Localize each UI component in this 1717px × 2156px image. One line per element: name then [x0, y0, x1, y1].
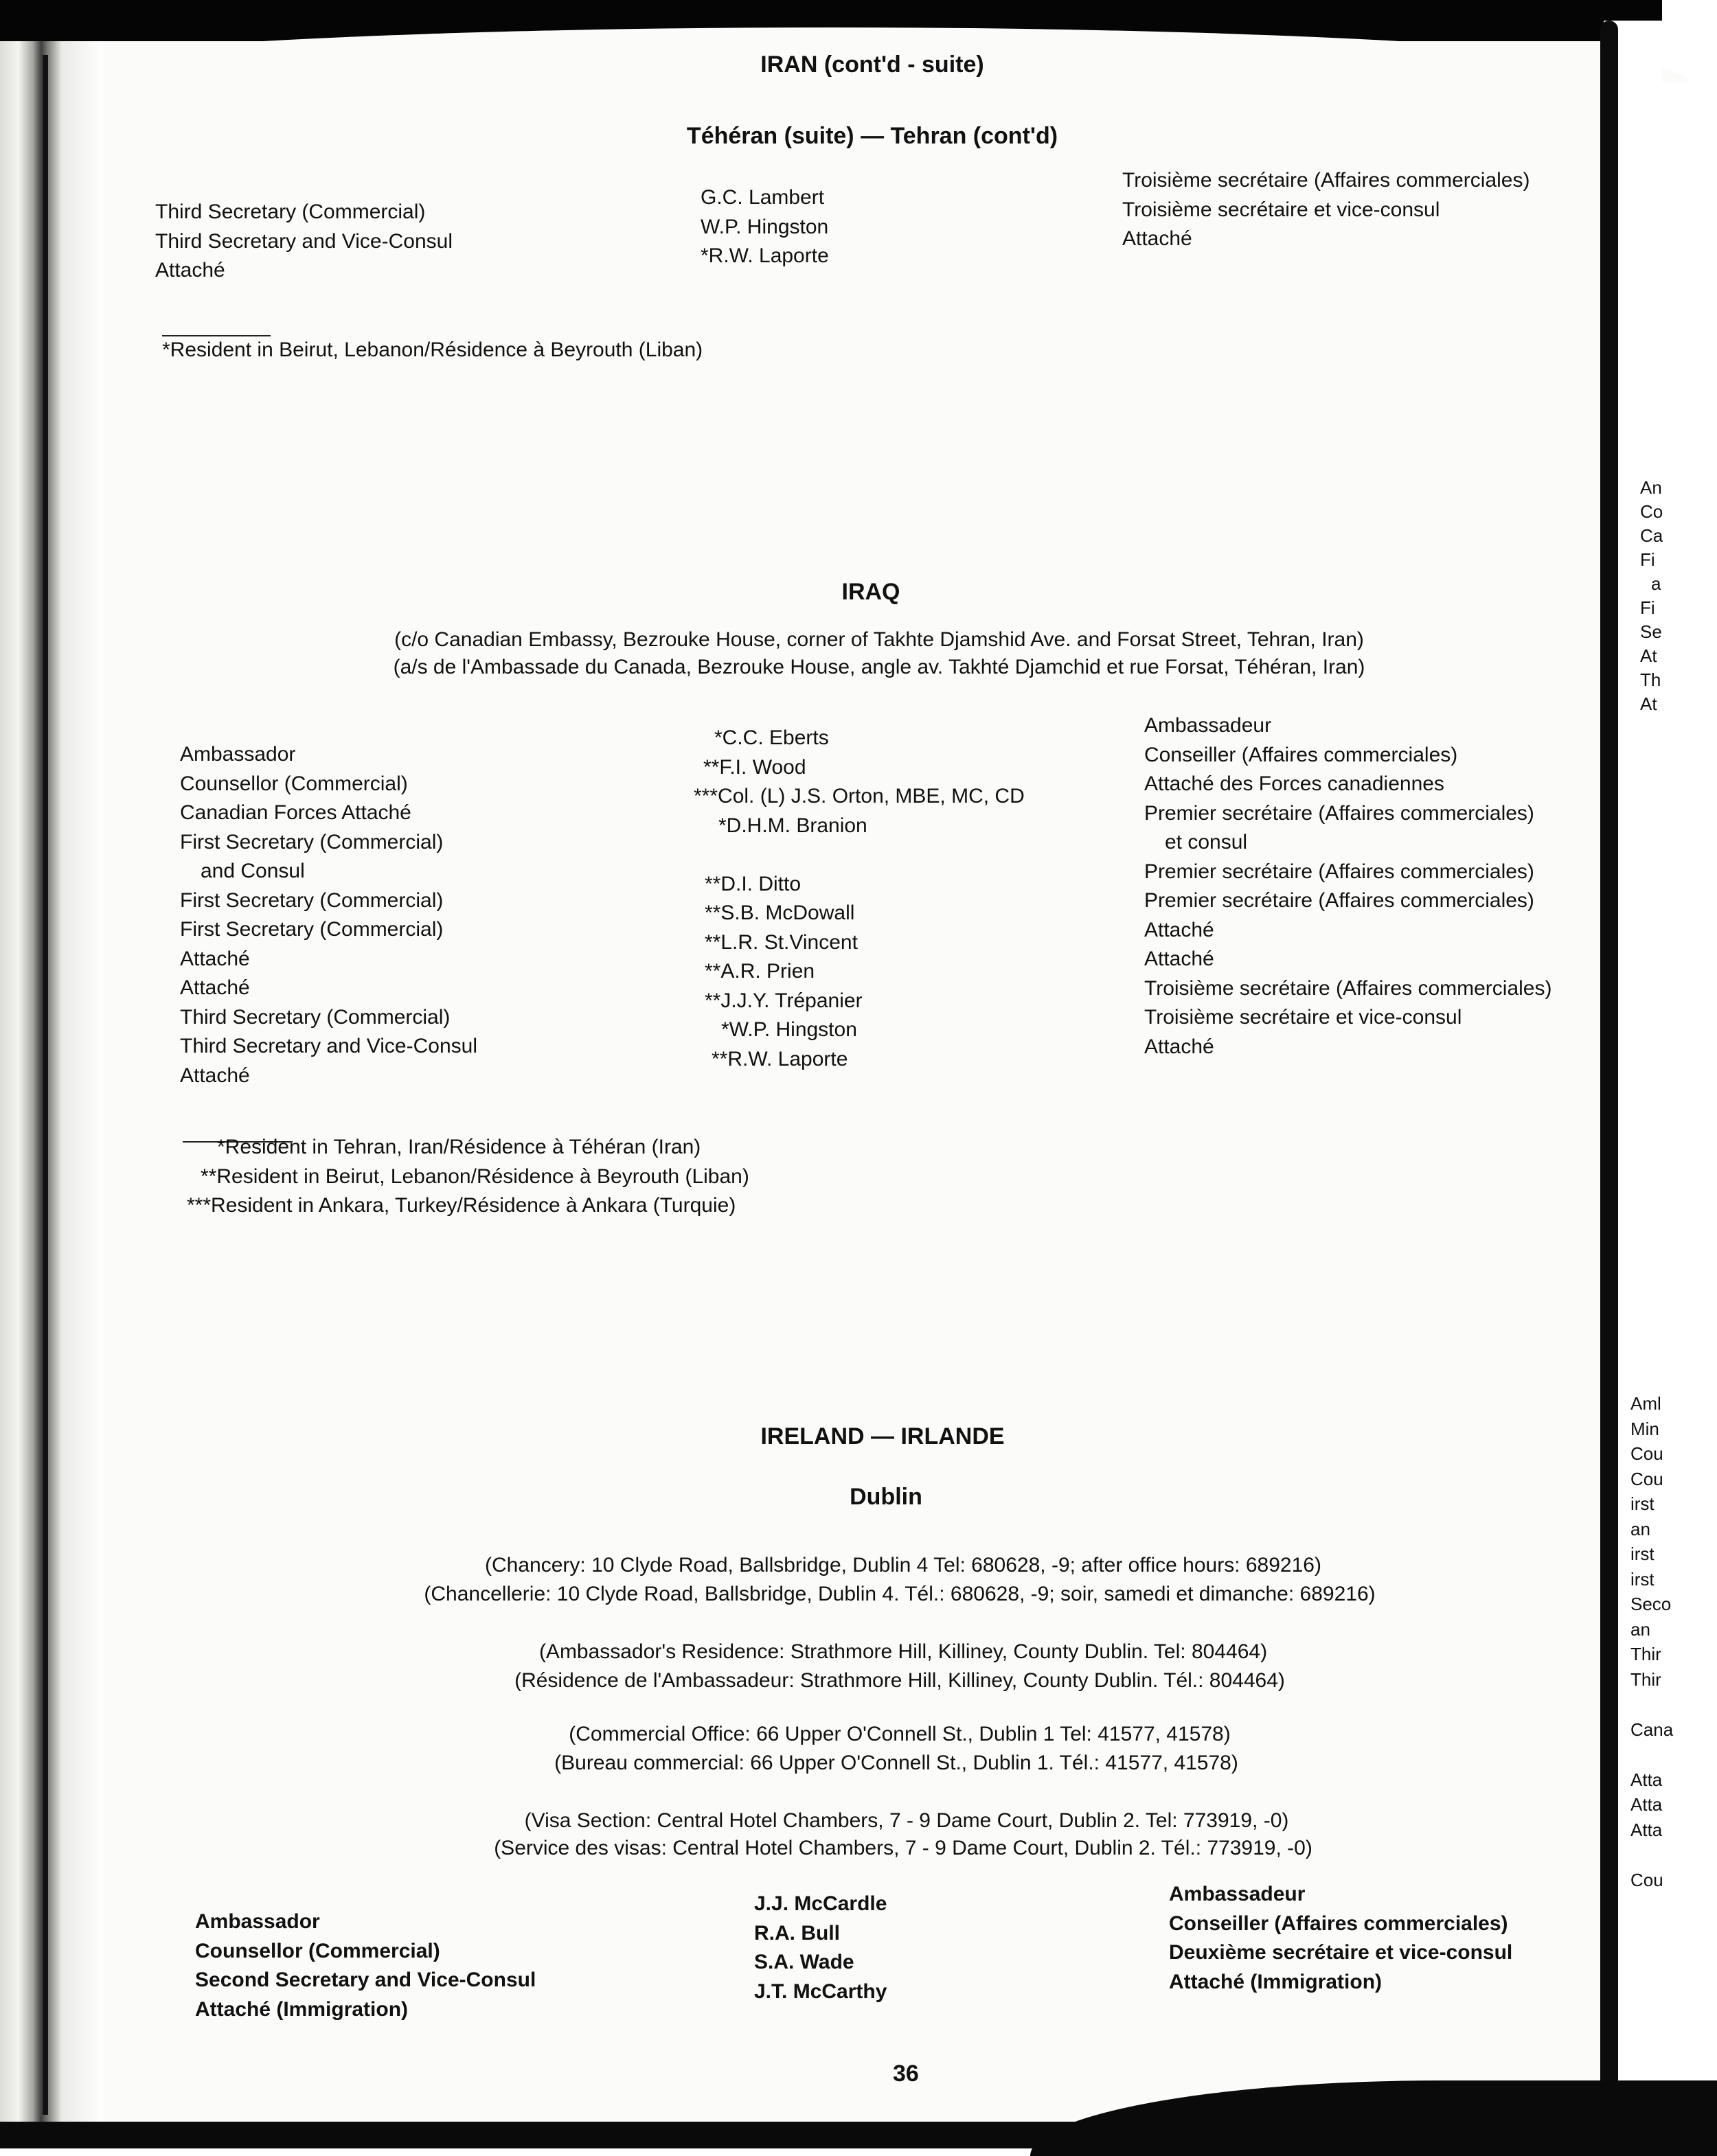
title-fr: Conseiller (Affaires commerciales)	[1169, 1912, 1508, 1935]
person-name: J.J. McCardle	[754, 1892, 887, 1915]
adjacent-page-fragment: At	[1640, 645, 1657, 666]
title-en: Attaché	[180, 947, 250, 970]
title-fr: Troisième secrétaire et vice-consul	[1144, 1006, 1462, 1029]
section-title-iraq: IRAQ	[841, 579, 900, 605]
adjacent-page-fragment: Co	[1640, 501, 1663, 522]
adjacent-page-fragment: Atta	[1630, 1794, 1663, 1815]
title-en: Counsellor (Commercial)	[180, 772, 408, 795]
adjacent-page-fragment: Cou	[1630, 1468, 1663, 1489]
person-name: **S.B. McDowall	[705, 902, 855, 924]
title-fr: Conseiller (Affaires commerciales)	[1144, 743, 1458, 766]
adjacent-page-fragment: Thir	[1630, 1668, 1661, 1690]
title-en: Third Secretary (Commercial)	[155, 200, 426, 223]
adjacent-page-fragment: Cou	[1630, 1443, 1663, 1464]
title-fr: Premier secrétaire (Affaires commerciales)	[1144, 801, 1534, 825]
page-fold-edge	[1600, 21, 1618, 2148]
person-name: **J.J.Y. Trépanier	[705, 989, 863, 1012]
person-name: J.T. McCarthy	[754, 1980, 887, 2003]
address-line: (Commercial Office: 66 Upper O'Connell St., Dublin 1 Tel: 41577, 41578)	[569, 1723, 1231, 1745]
ireland-french-titles	[1169, 1880, 1512, 1997]
adjacent-page-fragment: Atta	[1630, 1769, 1663, 1790]
title-en: Counsellor (Commercial)	[195, 1939, 440, 1962]
title-fr: Premier secrétaire (Affaires commerciales)	[1144, 860, 1534, 883]
iran-french-titles	[1122, 166, 1530, 254]
adjacent-page-fragment: Min	[1630, 1418, 1659, 1439]
title-en: Second Secretary and Vice-Consul	[195, 1969, 536, 1991]
ireland-names	[754, 1890, 887, 2006]
iraq-french-titles	[1144, 711, 1551, 1062]
page-number: 36	[893, 2061, 919, 2087]
title-en: Attaché	[180, 976, 250, 999]
person-name: **D.I. Ditto	[705, 872, 801, 895]
adjacent-page-fragment: Cou	[1630, 1869, 1663, 1890]
footnote: **Resident in Beirut, Lebanon/Résidence à Beyrouth (Liban)	[201, 1165, 749, 1188]
adjacent-page-fragment: An	[1640, 477, 1662, 498]
iraq-footnotes	[187, 1133, 749, 1221]
adjacent-page-fragment: an	[1630, 1518, 1650, 1539]
city-heading-tehran: Téhéran (suite) — Tehran (cont'd)	[686, 123, 1058, 149]
title-fr: Attaché	[1144, 918, 1214, 941]
iraq-names	[694, 724, 1025, 1074]
adjacent-page-fragment: Aml	[1630, 1393, 1661, 1414]
person-name: G.C. Lambert	[701, 186, 825, 209]
title-en: Attaché (Immigration)	[195, 1997, 409, 2021]
title-en: Ambassador	[180, 743, 296, 766]
title-fr: Premier secrétaire (Affaires commerciales)	[1144, 889, 1534, 912]
title-fr: Attaché des Forces canadiennes	[1144, 772, 1444, 795]
title-fr: Attaché (Immigration)	[1169, 1970, 1383, 1993]
title-fr: Ambassadeur	[1169, 1883, 1306, 1905]
adjacent-page-fragment: Ca	[1640, 525, 1663, 546]
section-title-iran: IRAN (cont'd - suite)	[760, 51, 984, 78]
adjacent-page-fragment: an	[1630, 1618, 1650, 1640]
title-fr: Attaché	[1144, 948, 1214, 970]
title-en: First Secretary (Commercial)	[180, 918, 444, 941]
ireland-english-titles	[195, 1907, 536, 2024]
title-fr: Attaché	[1122, 227, 1192, 250]
title-en: First Secretary (Commercial)	[180, 888, 444, 912]
adjacent-page-fragment: At	[1640, 693, 1657, 714]
iraq-english-titles	[180, 740, 477, 1090]
iran-english-titles	[155, 198, 453, 286]
footnote: *Resident in Tehran, Iran/Résidence à Téhéran (Iran)	[217, 1136, 701, 1158]
address-line: (Chancery: 10 Clyde Road, Ballsbridge, Dublin 4 Tel: 680628, -9; after office hours: 689216)	[485, 1554, 1321, 1576]
adjacent-page-fragment: a	[1651, 573, 1661, 594]
city-heading-dublin: Dublin	[850, 1484, 922, 1510]
title-en: First Secretary (Commercial)	[180, 830, 444, 853]
title-en: and Consul	[201, 860, 305, 882]
person-name: *C.C. Eberts	[714, 726, 829, 749]
iraq-address-fr: (a/s de l'Ambassade du Canada, Bezrouke House, angle av. Takhté Djamchid et rue Forsat, Téhéran, Iran)	[393, 656, 1365, 678]
footnote: ***Resident in Ankara, Turkey/Résidence à Ankara (Turquie)	[187, 1194, 736, 1217]
adjacent-page-fragment: Fi	[1640, 597, 1655, 618]
iraq-address-en: (c/o Canadian Embassy, Bezrouke House, corner of Takhte Djamshid Ave. and Forsat Street, Tehran, Iran)	[394, 628, 1364, 651]
title-fr: Troisième secrétaire (Affaires commerciales)	[1144, 976, 1552, 1000]
adjacent-page-fragment: Thir	[1630, 1644, 1661, 1664]
adjacent-page-fragment: Fi	[1640, 549, 1655, 570]
person-name: **R.W. Laporte	[712, 1047, 848, 1070]
spacer	[694, 840, 1025, 870]
iran-footnote: *Resident in Beirut, Lebanon/Résidence à Beyrouth (Liban)	[162, 339, 703, 361]
title-en: Third Secretary (Commercial)	[180, 1005, 451, 1029]
book-spine-edge	[43, 55, 48, 2115]
adjacent-page-fragment: irst	[1630, 1544, 1655, 1564]
adjacent-page-fragment: Atta	[1630, 1819, 1663, 1840]
title-fr: et consul	[1165, 831, 1248, 853]
adjacent-page-fragment: irst	[1630, 1568, 1655, 1590]
title-fr: Deuxième secrétaire et vice-consul	[1169, 1941, 1513, 1964]
title-fr: Attaché	[1144, 1035, 1214, 1058]
address-line: (Service des visas: Central Hotel Chambers, 7 - 9 Dame Court, Dublin 2. Tél.: 773919, -0)	[494, 1837, 1312, 1859]
person-name: ***Col. (L) J.S. Orton, MBE, MC, CD	[694, 785, 1025, 807]
person-name: R.A. Bull	[754, 1921, 840, 1945]
title-en: Canadian Forces Attaché	[180, 801, 411, 824]
title-en: Attaché	[180, 1064, 250, 1087]
adjacent-page-fragment: irst	[1630, 1493, 1655, 1514]
person-name: **F.I. Wood	[703, 755, 806, 779]
section-title-ireland: IRELAND — IRLANDE	[760, 1423, 1005, 1449]
adjacent-page-fragment: Seco	[1630, 1594, 1672, 1614]
address-line: (Chancellerie: 10 Clyde Road, Ballsbridge, Dublin 4. Tél.: 680628, -9; soir, samedi et dimanche: 689216)	[424, 1583, 1376, 1605]
title-en: Attaché	[155, 259, 225, 282]
address-line: (Visa Section: Central Hotel Chambers, 7 - 9 Dame Court, Dublin 2. Tel: 773919, -0)	[524, 1809, 1289, 1832]
person-name: *D.H.M. Branion	[718, 814, 867, 837]
person-name: **A.R. Prien	[705, 960, 815, 983]
title-fr: Ambassadeur	[1144, 714, 1272, 737]
scan-bottom-shadow	[0, 2122, 1662, 2148]
title-en: Third Secretary and Vice-Consul	[180, 1035, 477, 1057]
title-en: Ambassador	[195, 1910, 320, 1933]
address-line: (Résidence de l'Ambassadeur: Strathmore Hill, Killiney, County Dublin. Tél.: 804464)	[514, 1669, 1285, 1692]
iran-names	[701, 183, 829, 271]
person-name: S.A. Wade	[754, 1951, 854, 1973]
adjacent-page-fragment: Th	[1640, 669, 1661, 690]
adjacent-page-fragment: Se	[1640, 621, 1662, 642]
person-name: **L.R. St.Vincent	[705, 930, 858, 954]
address-line: (Ambassador's Residence: Strathmore Hill, Killiney, County Dublin. Tel: 804464)	[538, 1640, 1268, 1663]
person-name: W.P. Hingston	[701, 215, 829, 238]
person-name: *R.W. Laporte	[701, 244, 829, 267]
title-fr: Troisième secrétaire (Affaires commerciales)	[1122, 169, 1530, 192]
title-fr: Troisième secrétaire et vice-consul	[1122, 198, 1440, 221]
address-line: (Bureau commercial: 66 Upper O'Connell St., Dublin 1. Tél.: 41577, 41578)	[554, 1752, 1238, 1774]
book-spine-shadow	[0, 41, 103, 2148]
adjacent-page-fragment: Cana	[1630, 1719, 1674, 1740]
person-name: *W.P. Hingston	[721, 1018, 857, 1041]
title-en: Third Secretary and Vice-Consul	[155, 229, 453, 253]
